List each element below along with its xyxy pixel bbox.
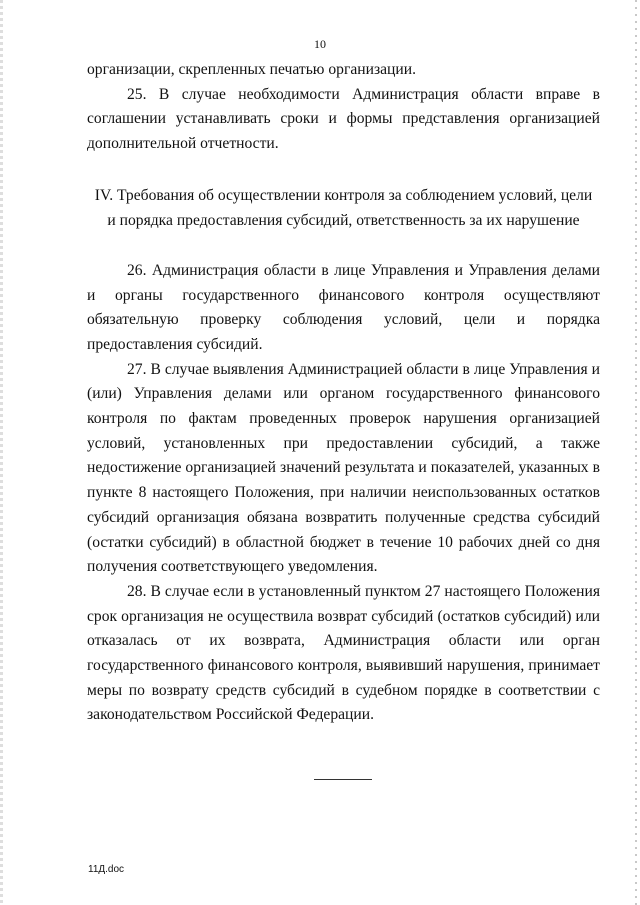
paragraph-continuation: организации, скрепленных печатью организации. — [87, 61, 416, 78]
document-body — [87, 58, 600, 728]
footer-filename: 11Д.doc — [88, 864, 125, 875]
paragraph-26: 26. Администрация области в лице Управления и Управления делами и органы государственного финансового контроля осуществляют обязательную проверку соблюдения условий, цели и порядка предоставления субсидий. — [87, 261, 600, 353]
section-heading: IV. Требования об осуществлении контроля за соблюдением условий, цели и порядка предоставления субсидий, ответственность за их нарушение — [94, 186, 593, 229]
scan-edge-left — [0, 0, 3, 905]
paragraph-25: 25. В случае необходимости Администрация области вправе в соглашении устанавливать сроки и формы представления организацией дополнительной отчетности. — [87, 85, 600, 153]
scan-edge-right — [635, 0, 637, 905]
page-number: 10 — [314, 37, 326, 51]
end-separator-line — [314, 779, 372, 780]
paragraph-27: 27. В случае выявления Администрацией области в лице Управления и (или) Управления делами или органом государственного финансового контроля по фактам проведенных проверок нарушения организацией условий, установленных при предоставлении субсидий, а также недостижение организацией значений результата и показателей, указанных в пункте 8 настоящего Положения, при наличии неиспользованных остатков субсидий организация обязана возвратить полученные средства субсидий (остатки субсидий) в областной бюджет в течение 10 рабочих дней со дня получения соответствующего уведомления. — [87, 360, 600, 576]
paragraph-28: 28. В случае если в установленный пунктом 27 настоящего Положения срок организация не осуществила возврат субсидий (остатков субсидий) или отказалась от их возврата, Администрация области или орган государственного финансового контроля, выявивший нарушения, принимает меры по возврату средств субсидий в судебном порядке в соответствии с законодательством Российской Федерации. — [87, 582, 600, 724]
